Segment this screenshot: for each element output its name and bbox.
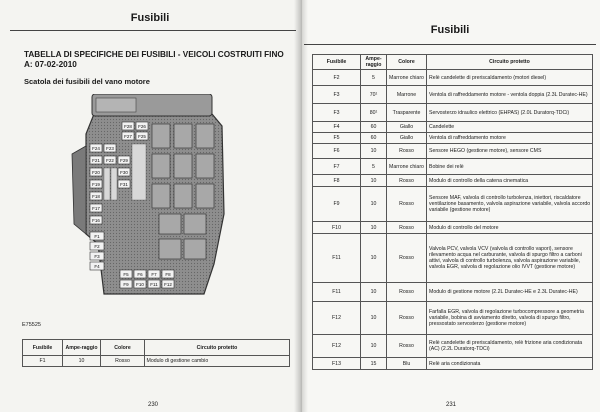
fuse-label: F1	[94, 234, 100, 239]
cell-amperage: 10	[63, 356, 101, 367]
header-amperage: Ampe-raggio	[361, 55, 387, 70]
book-gutter	[294, 0, 308, 412]
fuse-label: F19	[92, 182, 100, 187]
fuse-label: F23	[106, 146, 114, 151]
fuse-label: F8	[165, 272, 171, 277]
table-row	[313, 86, 593, 104]
fuse-label: F30	[120, 170, 128, 175]
fuse-label: F21	[92, 158, 100, 163]
cell-fuse: F8	[313, 175, 361, 187]
fuse-label: F27	[124, 134, 132, 139]
table-row	[313, 104, 593, 122]
cell-amperage: 10	[361, 175, 387, 187]
cell-circuit: Modulo di gestione cambio	[145, 356, 290, 367]
fuse-label: F10	[136, 282, 144, 287]
cell-fuse: F7	[313, 159, 361, 175]
table-row	[313, 283, 593, 302]
cell-color: Rosso	[101, 356, 145, 367]
cell-circuit: Modulo di controllo del motore	[427, 222, 593, 234]
cell-circuit: Candelette	[427, 122, 593, 133]
cell-amperage: 10	[361, 335, 387, 358]
cell-fuse: F13	[313, 358, 361, 370]
cell-fuse: F11	[313, 234, 361, 283]
cell-circuit: Relè candelette di preriscaldamento (motori diesel)	[427, 70, 593, 86]
fuse-label: F9	[123, 282, 129, 287]
cell-circuit: Valvola PCV, valvola VCV (valvola di controllo vapori), sensore rilevamento acqua nel carburante, valvola di spurgo filtro a carboni attivi, valvola di controllo turbolenza, valvola aspirazione variabile, valvola EGR, valvola di regolazione olio IVVT (gestione motore)	[427, 234, 593, 283]
fuse-label: F31	[120, 182, 128, 187]
fuse-label: F4	[94, 264, 100, 269]
cell-fuse: F12	[313, 302, 361, 335]
cell-color: Trasparente	[387, 104, 427, 122]
fuse-label: F11	[150, 282, 158, 287]
fuse-label: F2	[94, 244, 100, 249]
fuse-label: F3	[94, 254, 100, 259]
cell-circuit: Sensore HEGO (gestione motore), sensore CMS	[427, 144, 593, 159]
fuse-label: F6	[137, 272, 143, 277]
table-header-row	[23, 340, 290, 356]
cell-circuit: Modulo di gestione motore (2.2L Duratec-HE e 2.3L Duratec-HE)	[427, 283, 593, 302]
cell-fuse: F10	[313, 222, 361, 234]
table-row	[313, 335, 593, 358]
cell-circuit: Modulo di controllo della catena cinematica	[427, 175, 593, 187]
table-row	[313, 187, 593, 222]
cell-circuit: Sensore MAF, valvola di controllo turbolenza, iniettori, riscaldatore ventilazione basamento, valvola aspirazione variabile, valvola accordo variabile (gestione motore)	[427, 187, 593, 222]
fuse-table-heading: TABELLA DI SPECIFICHE DEI FUSIBILI - VEICOLI COSTRUITI FINO A: 07-02-2010	[24, 50, 284, 69]
header-fuse: Fusibile	[23, 340, 63, 356]
cell-circuit: Bobine dei relè	[427, 159, 593, 175]
cell-color: Rosso	[387, 175, 427, 187]
table-row	[313, 159, 593, 175]
right-page-number: 231	[446, 402, 457, 408]
table-row	[313, 234, 593, 283]
cell-amperage: 10	[361, 144, 387, 159]
engine-fusebox-diagram	[64, 94, 240, 302]
cell-amperage: 60	[361, 122, 387, 133]
cell-circuit: Ventola di raffreddamento motore	[427, 133, 593, 144]
cell-color: Rosso	[387, 187, 427, 222]
cell-color: Giallo	[387, 122, 427, 133]
cell-color: Marrone chiaro	[387, 70, 427, 86]
cell-amperage: 5	[361, 159, 387, 175]
cell-fuse: F3	[313, 86, 361, 104]
cell-fuse: F9	[313, 187, 361, 222]
fuse-label: F25	[138, 134, 146, 139]
header-circuit: Circuito protetto	[427, 55, 593, 70]
fuse-label: F22	[106, 158, 114, 163]
header-fuse: Fusibile	[313, 55, 361, 70]
right-page-title: Fusibili	[430, 24, 470, 36]
table-row	[23, 356, 290, 367]
header-amperage: Ampe-raggio	[63, 340, 101, 356]
table-row	[313, 222, 593, 234]
cell-color: Blu	[387, 358, 427, 370]
right-page	[300, 0, 600, 412]
cell-amperage: 10	[361, 302, 387, 335]
cell-circuit: Farfalla EGR, valvola di regolazione turbocompressore a geometria variabile, bobina di avviamento diretto, valvola di spurgo filtro, pressostato servosterzo (gestione motore)	[427, 302, 593, 335]
fuse-label: F24	[92, 146, 100, 151]
cell-circuit: Servosterzo idraulico elettrico (EHPAS) (2.0L Duratorq-TDCi)	[427, 104, 593, 122]
cell-color: Rosso	[387, 234, 427, 283]
cell-fuse: F12	[313, 335, 361, 358]
cell-amperage: 10	[361, 222, 387, 234]
cell-amperage: 15	[361, 358, 387, 370]
right-fuse-table	[312, 54, 593, 370]
cell-amperage: 5	[361, 70, 387, 86]
cell-fuse: F5	[313, 133, 361, 144]
cell-fuse: F1	[23, 356, 63, 367]
fuse-label: F7	[151, 272, 157, 277]
fuse-label: F20	[92, 170, 100, 175]
fuse-label: F26	[138, 124, 146, 129]
table-row	[313, 70, 593, 86]
cell-fuse: F11	[313, 283, 361, 302]
table-row	[313, 133, 593, 144]
table-row	[313, 144, 593, 159]
cell-circuit: Relè aria condizionata	[427, 358, 593, 370]
cell-fuse: F3	[313, 104, 361, 122]
cell-color: Marrone	[387, 86, 427, 104]
cell-color: Rosso	[387, 283, 427, 302]
table-row	[313, 122, 593, 133]
left-page-number: 230	[148, 402, 159, 408]
cell-circuit: Relè candelette di preriscaldamento, relè frizione aria condizionata (AC) (2.2L Duratorq-TDCi)	[427, 335, 593, 358]
cell-amperage: 80¹	[361, 104, 387, 122]
left-fuse-table	[22, 339, 290, 367]
fuse-label: F17	[92, 206, 100, 211]
cell-fuse: F2	[313, 70, 361, 86]
engine-fusebox-subheading: Scatola dei fusibili del vano motore	[24, 77, 150, 86]
cell-circuit: Ventola di raffreddamento motore - ventola doppia (2.3L Duratec-HE)	[427, 86, 593, 104]
cell-color: Giallo	[387, 133, 427, 144]
cell-amperage: 70¹	[361, 86, 387, 104]
left-title-rule	[10, 30, 296, 31]
table-row	[313, 302, 593, 335]
cell-amperage: 10	[361, 187, 387, 222]
table-row	[313, 358, 593, 370]
cell-fuse: F6	[313, 144, 361, 159]
header-circuit: Circuito protetto	[145, 340, 290, 356]
cell-color: Rosso	[387, 222, 427, 234]
fuse-label: F5	[123, 272, 129, 277]
header-color: Colore	[101, 340, 145, 356]
cell-amperage: 60	[361, 133, 387, 144]
cell-amperage: 10	[361, 283, 387, 302]
fuse-label: F16	[92, 218, 100, 223]
right-title-rule	[304, 44, 596, 45]
cell-color: Rosso	[387, 335, 427, 358]
fuse-label: F29	[120, 158, 128, 163]
fuse-label: F18	[92, 194, 100, 199]
figure-code: E75525	[22, 322, 41, 328]
table-row	[313, 175, 593, 187]
fuse-label: F28	[124, 124, 132, 129]
header-color: Colore	[387, 55, 427, 70]
cell-color: Rosso	[387, 144, 427, 159]
cell-amperage: 10	[361, 234, 387, 283]
table-header-row	[313, 55, 593, 70]
cell-color: Rosso	[387, 302, 427, 335]
cell-fuse: F4	[313, 122, 361, 133]
cell-color: Marrone chiaro	[387, 159, 427, 175]
left-page-title: Fusibili	[130, 12, 170, 24]
fuse-label: F12	[164, 282, 172, 287]
